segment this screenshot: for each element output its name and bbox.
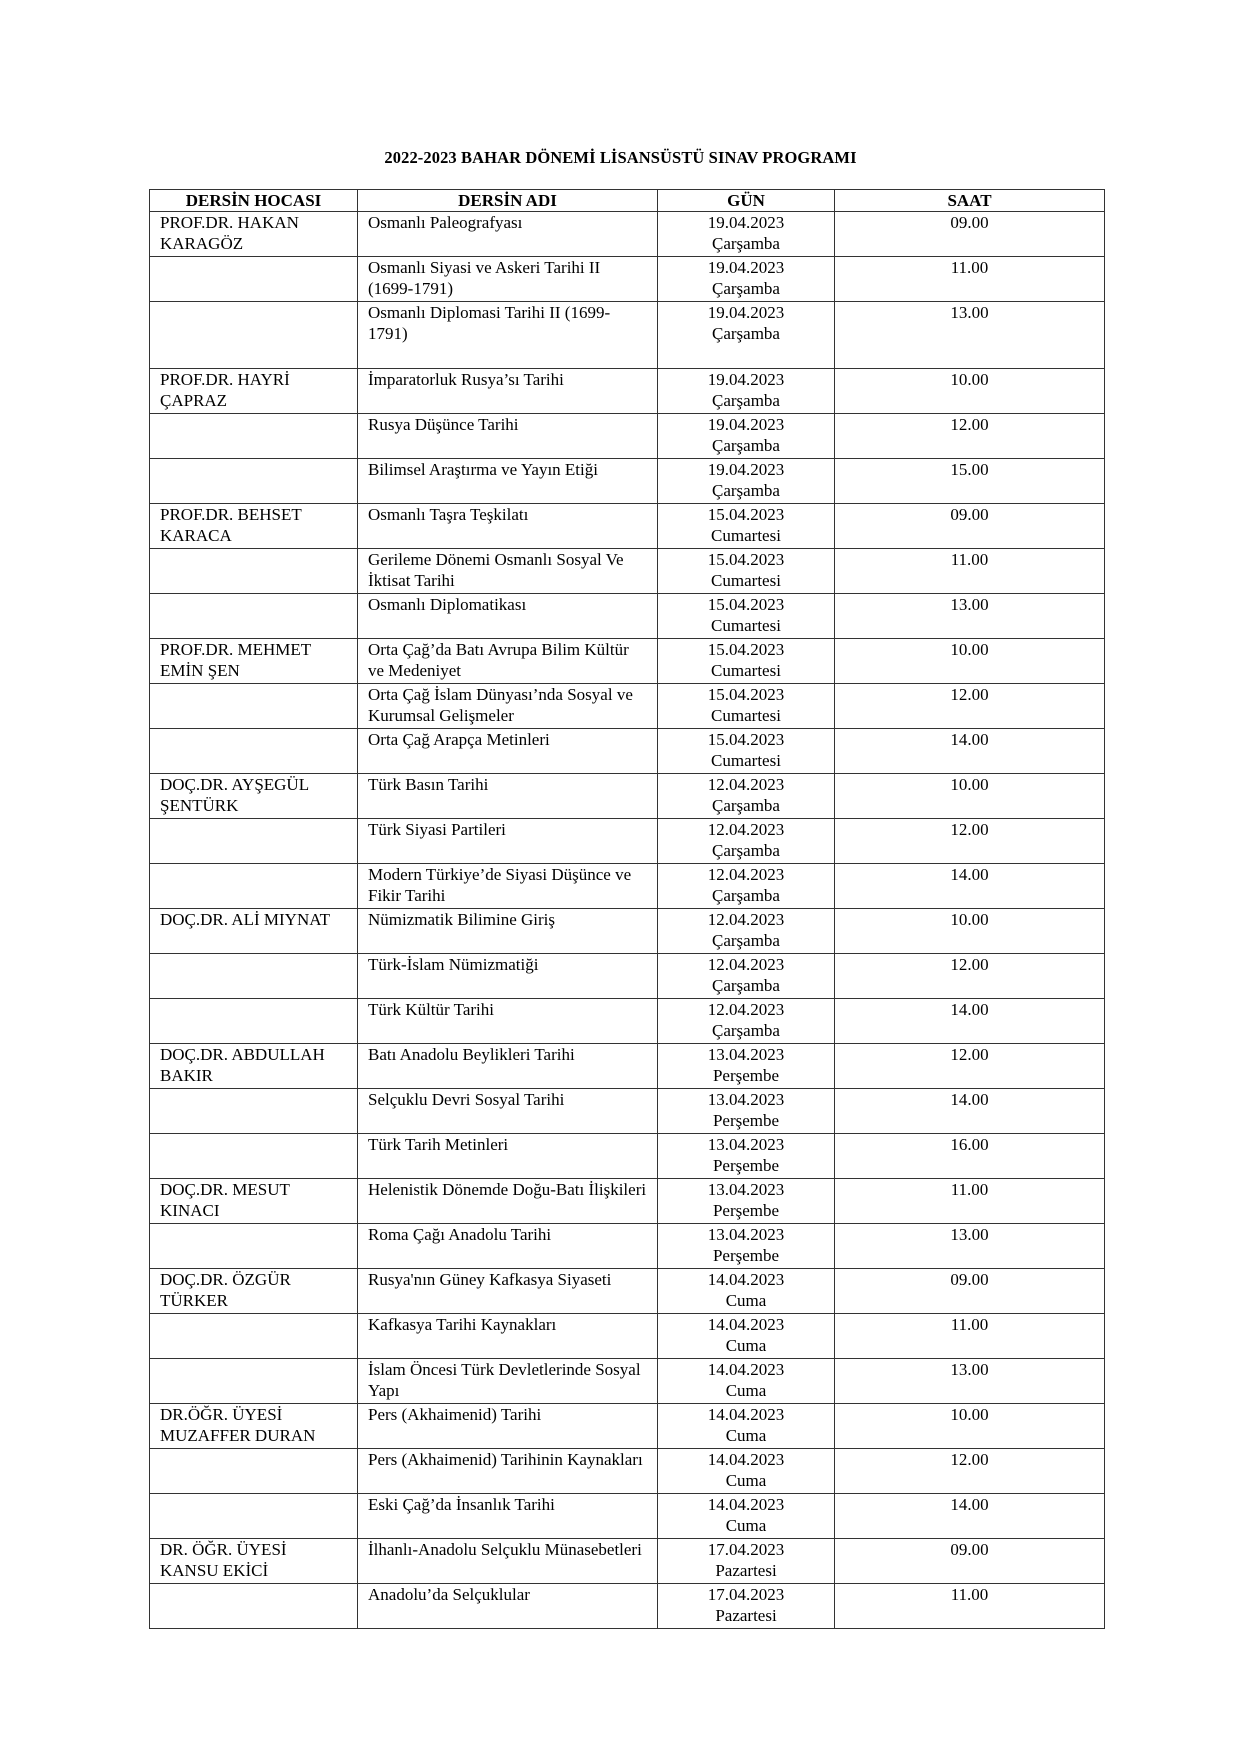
time-cell: 11.00	[835, 1179, 1105, 1224]
exam-weekday: Çarşamba	[712, 324, 780, 343]
course-cell: Bilimsel Araştırma ve Yayın Etiği	[358, 459, 658, 504]
header-day: GÜN	[658, 190, 835, 212]
course-cell: Rusya Düşünce Tarihi	[358, 414, 658, 459]
table-row	[150, 1359, 1105, 1404]
exam-weekday: Çarşamba	[712, 391, 780, 410]
course-cell: Osmanlı Diplomatikası	[358, 594, 658, 639]
exam-date: 19.04.2023	[707, 415, 785, 434]
course-cell: Orta Çağ Arapça Metinleri	[358, 729, 658, 774]
exam-date: 14.04.2023	[707, 1405, 785, 1424]
course-cell: Orta Çağ’da Batı Avrupa Bilim Kültür ve Medeniyet	[358, 639, 658, 684]
course-cell: Osmanlı Siyasi ve Askeri Tarihi II (1699-1791)	[358, 257, 658, 302]
exam-weekday: Cumartesi	[711, 616, 781, 635]
day-cell	[658, 302, 835, 369]
exam-weekday: Çarşamba	[712, 976, 780, 995]
time-cell: 09.00	[835, 212, 1105, 257]
day-cell	[658, 504, 835, 549]
time-cell: 10.00	[835, 369, 1105, 414]
day-cell	[658, 1404, 835, 1449]
time-cell: 10.00	[835, 1404, 1105, 1449]
table-row	[150, 302, 1105, 369]
table-row	[150, 414, 1105, 459]
time-cell: 12.00	[835, 684, 1105, 729]
day-cell	[658, 369, 835, 414]
exam-weekday: Cuma	[725, 1336, 767, 1355]
exam-weekday: Çarşamba	[712, 796, 780, 815]
exam-weekday: Pazartesi	[715, 1606, 777, 1625]
exam-date: 14.04.2023	[707, 1495, 785, 1514]
day-cell	[658, 594, 835, 639]
day-cell	[658, 1539, 835, 1584]
time-cell: 13.00	[835, 1359, 1105, 1404]
exam-date: 13.04.2023	[707, 1180, 785, 1199]
table-row	[150, 999, 1105, 1044]
time-cell: 11.00	[835, 549, 1105, 594]
course-cell: İmparatorluk Rusya’sı Tarihi	[358, 369, 658, 414]
exam-weekday: Çarşamba	[712, 279, 780, 298]
exam-weekday: Cuma	[725, 1471, 767, 1490]
teacher-cell: DOÇ.DR. ALİ MIYNAT	[150, 909, 358, 954]
exam-weekday: Cumartesi	[711, 706, 781, 725]
day-cell	[658, 1314, 835, 1359]
day-cell	[658, 414, 835, 459]
exam-date: 19.04.2023	[707, 258, 785, 277]
exam-weekday: Pazartesi	[715, 1561, 777, 1580]
course-cell: Modern Türkiye’de Siyasi Düşünce ve Fikir Tarihi	[358, 864, 658, 909]
header-teacher: DERSİN HOCASI	[150, 190, 358, 212]
time-cell: 11.00	[835, 257, 1105, 302]
teacher-cell	[150, 1089, 358, 1134]
table-row	[150, 1449, 1105, 1494]
exam-date: 12.04.2023	[707, 820, 785, 839]
table-row	[150, 1494, 1105, 1539]
exam-date: 13.04.2023	[707, 1135, 785, 1154]
teacher-cell	[150, 1449, 358, 1494]
course-cell: Helenistik Dönemde Doğu-Batı İlişkileri	[358, 1179, 658, 1224]
day-cell	[658, 1044, 835, 1089]
teacher-cell	[150, 999, 358, 1044]
teacher-cell: DR. ÖĞR. ÜYESİ KANSU EKİCİ	[150, 1539, 358, 1584]
exam-weekday: Cumartesi	[711, 571, 781, 590]
day-cell	[658, 954, 835, 999]
teacher-cell	[150, 1494, 358, 1539]
course-cell: Kafkasya Tarihi Kaynakları	[358, 1314, 658, 1359]
course-cell: İlhanlı-Anadolu Selçuklu Münasebetleri	[358, 1539, 658, 1584]
exam-date: 14.04.2023	[707, 1450, 785, 1469]
table-row	[150, 819, 1105, 864]
exam-date: 15.04.2023	[707, 730, 785, 749]
table-row	[150, 954, 1105, 999]
time-cell: 13.00	[835, 594, 1105, 639]
course-cell: Osmanlı Paleografyası	[358, 212, 658, 257]
teacher-cell	[150, 594, 358, 639]
table-row	[150, 257, 1105, 302]
table-row	[150, 1179, 1105, 1224]
exam-date: 19.04.2023	[707, 213, 785, 232]
exam-weekday: Cuma	[725, 1516, 767, 1535]
day-cell	[658, 549, 835, 594]
time-cell: 12.00	[835, 414, 1105, 459]
exam-weekday: Perşembe	[712, 1201, 780, 1220]
day-cell	[658, 459, 835, 504]
exam-date: 15.04.2023	[707, 640, 785, 659]
time-cell: 14.00	[835, 729, 1105, 774]
table-row	[150, 1404, 1105, 1449]
exam-weekday: Çarşamba	[712, 436, 780, 455]
time-cell: 12.00	[835, 819, 1105, 864]
teacher-cell: DR.ÖĞR. ÜYESİ MUZAFFER DURAN	[150, 1404, 358, 1449]
exam-date: 12.04.2023	[707, 955, 785, 974]
teacher-cell	[150, 729, 358, 774]
course-cell: Eski Çağ’da İnsanlık Tarihi	[358, 1494, 658, 1539]
teacher-cell: DOÇ.DR. ÖZGÜR TÜRKER	[150, 1269, 358, 1314]
table-row	[150, 639, 1105, 684]
time-cell: 09.00	[835, 1539, 1105, 1584]
time-cell: 16.00	[835, 1134, 1105, 1179]
time-cell: 12.00	[835, 1044, 1105, 1089]
page-title: 2022-2023 BAHAR DÖNEMİ LİSANSÜSTÜ SINAV PROGRAMI	[384, 148, 857, 167]
teacher-cell	[150, 302, 358, 369]
time-cell: 13.00	[835, 302, 1105, 369]
table-row	[150, 549, 1105, 594]
teacher-cell	[150, 1314, 358, 1359]
time-cell: 10.00	[835, 909, 1105, 954]
time-cell: 11.00	[835, 1314, 1105, 1359]
table-row	[150, 864, 1105, 909]
table-row	[150, 1134, 1105, 1179]
day-cell	[658, 1359, 835, 1404]
exam-weekday: Çarşamba	[712, 841, 780, 860]
exam-date: 15.04.2023	[707, 685, 785, 704]
day-cell	[658, 684, 835, 729]
exam-date: 19.04.2023	[707, 303, 785, 322]
teacher-cell	[150, 1134, 358, 1179]
exam-weekday: Perşembe	[712, 1111, 780, 1130]
day-cell	[658, 909, 835, 954]
table-row	[150, 594, 1105, 639]
course-cell: Osmanlı Diplomasi Tarihi II (1699-1791)	[358, 302, 658, 369]
course-cell: Batı Anadolu Beylikleri Tarihi	[358, 1044, 658, 1089]
day-cell	[658, 1494, 835, 1539]
exam-date: 13.04.2023	[707, 1225, 785, 1244]
course-cell: Anadolu’da Selçuklular	[358, 1584, 658, 1629]
course-cell: İslam Öncesi Türk Devletlerinde Sosyal Yapı	[358, 1359, 658, 1404]
table-row	[150, 1539, 1105, 1584]
course-cell: Gerileme Dönemi Osmanlı Sosyal Ve İktisat Tarihi	[358, 549, 658, 594]
table-row	[150, 1044, 1105, 1089]
table-row	[150, 909, 1105, 954]
table-row	[150, 729, 1105, 774]
teacher-cell: DOÇ.DR. AYŞEGÜL ŞENTÜRK	[150, 774, 358, 819]
course-cell: Orta Çağ İslam Dünyası’nda Sosyal ve Kurumsal Gelişmeler	[358, 684, 658, 729]
exam-weekday: Çarşamba	[712, 234, 780, 253]
teacher-cell: PROF.DR. BEHSET KARACA	[150, 504, 358, 549]
exam-weekday: Çarşamba	[712, 481, 780, 500]
teacher-cell	[150, 684, 358, 729]
exam-weekday: Cuma	[725, 1381, 767, 1400]
teacher-cell	[150, 414, 358, 459]
time-cell: 14.00	[835, 1494, 1105, 1539]
table-row	[150, 774, 1105, 819]
teacher-cell: PROF.DR. MEHMET EMİN ŞEN	[150, 639, 358, 684]
time-cell: 11.00	[835, 1584, 1105, 1629]
course-cell: Rusya'nın Güney Kafkasya Siyaseti	[358, 1269, 658, 1314]
table-row	[150, 504, 1105, 549]
exam-date: 12.04.2023	[707, 910, 785, 929]
exam-date: 15.04.2023	[707, 550, 785, 569]
course-cell: Türk-İslam Nümizmatiği	[358, 954, 658, 999]
time-cell: 13.00	[835, 1224, 1105, 1269]
teacher-cell: DOÇ.DR. ABDULLAH BAKIR	[150, 1044, 358, 1089]
teacher-cell: PROF.DR. HAYRİ ÇAPRAZ	[150, 369, 358, 414]
course-cell: Türk Tarih Metinleri	[358, 1134, 658, 1179]
exam-date: 14.04.2023	[707, 1315, 785, 1334]
exam-date: 14.04.2023	[707, 1270, 785, 1289]
table-row	[150, 1584, 1105, 1629]
teacher-cell	[150, 819, 358, 864]
day-cell	[658, 1179, 835, 1224]
day-cell	[658, 639, 835, 684]
exam-date: 12.04.2023	[707, 1000, 785, 1019]
day-cell	[658, 729, 835, 774]
course-cell: Nümizmatik Bilimine Giriş	[358, 909, 658, 954]
table-row	[150, 1089, 1105, 1134]
teacher-cell	[150, 1584, 358, 1629]
exam-weekday: Cumartesi	[711, 751, 781, 770]
exam-date: 19.04.2023	[707, 370, 785, 389]
teacher-cell	[150, 459, 358, 504]
exam-weekday: Çarşamba	[712, 1021, 780, 1040]
header-course: DERSİN ADI	[358, 190, 658, 212]
exam-weekday: Perşembe	[712, 1246, 780, 1265]
exam-date: 17.04.2023	[707, 1585, 785, 1604]
exam-weekday: Çarşamba	[712, 886, 780, 905]
time-cell: 10.00	[835, 774, 1105, 819]
course-cell: Pers (Akhaimenid) Tarihinin Kaynakları	[358, 1449, 658, 1494]
exam-date: 15.04.2023	[707, 595, 785, 614]
day-cell	[658, 212, 835, 257]
teacher-cell	[150, 954, 358, 999]
exam-date: 17.04.2023	[707, 1540, 785, 1559]
table-row	[150, 459, 1105, 504]
course-cell: Selçuklu Devri Sosyal Tarihi	[358, 1089, 658, 1134]
exam-weekday: Çarşamba	[712, 931, 780, 950]
header-row	[150, 190, 1105, 212]
course-cell: Roma Çağı Anadolu Tarihi	[358, 1224, 658, 1269]
header-time: SAAT	[835, 190, 1105, 212]
teacher-cell	[150, 864, 358, 909]
exam-date: 12.04.2023	[707, 775, 785, 794]
teacher-cell	[150, 549, 358, 594]
exam-weekday: Cuma	[725, 1426, 767, 1445]
table-row	[150, 369, 1105, 414]
time-cell: 12.00	[835, 1449, 1105, 1494]
teacher-cell	[150, 1224, 358, 1269]
exam-date: 12.04.2023	[707, 865, 785, 884]
table-row	[150, 1269, 1105, 1314]
time-cell: 09.00	[835, 504, 1105, 549]
table-row	[150, 1314, 1105, 1359]
exam-date: 19.04.2023	[707, 460, 785, 479]
day-cell	[658, 864, 835, 909]
course-cell: Osmanlı Taşra Teşkilatı	[358, 504, 658, 549]
day-cell	[658, 819, 835, 864]
course-cell: Türk Siyasi Partileri	[358, 819, 658, 864]
day-cell	[658, 1584, 835, 1629]
time-cell: 14.00	[835, 1089, 1105, 1134]
exam-weekday: Cumartesi	[711, 661, 781, 680]
exam-date: 14.04.2023	[707, 1360, 785, 1379]
time-cell: 15.00	[835, 459, 1105, 504]
day-cell	[658, 999, 835, 1044]
course-cell: Türk Basın Tarihi	[358, 774, 658, 819]
exam-date: 15.04.2023	[707, 505, 785, 524]
table-header	[150, 190, 1105, 212]
exam-weekday: Perşembe	[712, 1066, 780, 1085]
teacher-cell	[150, 257, 358, 302]
table-row	[150, 1224, 1105, 1269]
teacher-cell: PROF.DR. HAKAN KARAGÖZ	[150, 212, 358, 257]
day-cell	[658, 257, 835, 302]
exam-date: 13.04.2023	[707, 1090, 785, 1109]
table-row	[150, 684, 1105, 729]
day-cell	[658, 774, 835, 819]
time-cell: 10.00	[835, 639, 1105, 684]
day-cell	[658, 1269, 835, 1314]
day-cell	[658, 1134, 835, 1179]
exam-weekday: Perşembe	[712, 1156, 780, 1175]
teacher-cell	[150, 1359, 358, 1404]
course-cell: Türk Kültür Tarihi	[358, 999, 658, 1044]
day-cell	[658, 1224, 835, 1269]
time-cell: 14.00	[835, 864, 1105, 909]
time-cell: 09.00	[835, 1269, 1105, 1314]
teacher-cell: DOÇ.DR. MESUT KINACI	[150, 1179, 358, 1224]
table-body	[150, 212, 1105, 1629]
time-cell: 14.00	[835, 999, 1105, 1044]
day-cell	[658, 1449, 835, 1494]
exam-date: 13.04.2023	[707, 1045, 785, 1064]
time-cell: 12.00	[835, 954, 1105, 999]
course-cell: Pers (Akhaimenid) Tarihi	[358, 1404, 658, 1449]
exam-schedule-table	[149, 189, 1105, 1629]
day-cell	[658, 1089, 835, 1134]
exam-weekday: Cumartesi	[711, 526, 781, 545]
table-row	[150, 212, 1105, 257]
exam-weekday: Cuma	[725, 1291, 767, 1310]
